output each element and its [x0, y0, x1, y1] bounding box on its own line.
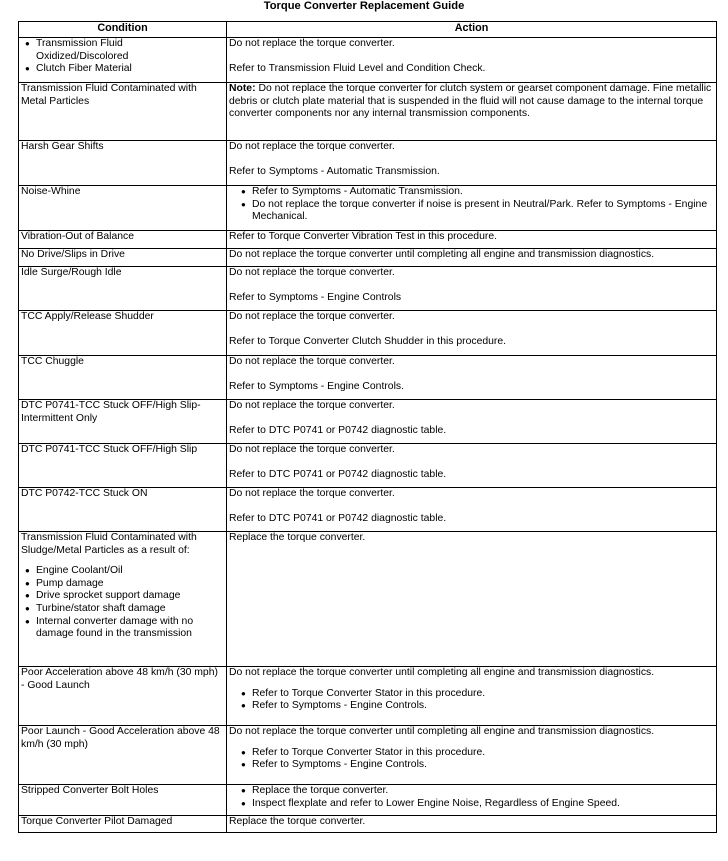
action-text: Refer to Symptoms - Engine Controls. — [229, 380, 404, 392]
action-text: Refer to Torque Converter Vibration Test in this procedure. — [229, 231, 497, 242]
action-text: Refer to DTC P0741 or P0742 diagnostic table. — [229, 424, 447, 436]
condition-cell — [19, 532, 227, 667]
condition-text: Poor Acceleration above 48 km/h (30 mph) - Good Launch — [21, 667, 218, 691]
list-item: ● Refer to Torque Converter Stator in this procedure. — [237, 688, 713, 701]
action-text: Refer to Symptoms - Automatic Transmission. — [229, 165, 440, 177]
condition-list — [21, 565, 223, 641]
action-text: Do not replace the torque converter. — [229, 267, 395, 278]
condition-text: Poor Launch - Good Acceleration above 48 km/h (30 mph) — [21, 726, 220, 750]
action-text: Refer to DTC P0741 or P0742 diagnostic table. — [229, 512, 447, 524]
condition-cell — [19, 667, 227, 726]
condition-cell — [19, 400, 227, 444]
note-text: Do not replace the torque converter for clutch system or gearset component damage. Fine metallic debris or clutch plate material that is suspended in the fluid will not cause damage to the internal torque converter components nor any internal transmission components. — [229, 83, 712, 120]
action-list — [229, 785, 713, 810]
condition-cell — [19, 83, 227, 141]
table-row — [19, 311, 717, 356]
action-text: Do not replace the torque converter. — [229, 311, 395, 322]
action-cell — [227, 267, 717, 311]
table-row — [19, 444, 717, 488]
action-cell — [227, 532, 717, 667]
note-label: Note: — [229, 83, 256, 94]
condition-text: TCC Chuggle — [21, 356, 84, 367]
replacement-guide-table — [18, 21, 717, 833]
action-cell — [227, 311, 717, 356]
action-text: Do not replace the torque converter until completing all engine and transmission diagnostics. — [229, 667, 655, 678]
action-list — [229, 186, 713, 224]
table-row — [19, 38, 717, 83]
condition-text: Stripped Converter Bolt Holes — [21, 785, 159, 796]
table-row — [19, 400, 717, 444]
table-row — [19, 141, 717, 186]
condition-text: DTC P0741-TCC Stuck OFF/High Slip — [21, 444, 198, 455]
list-item: ● Turbine/stator shaft damage — [21, 603, 223, 616]
list-item: ● Drive sprocket support damage — [21, 590, 223, 603]
condition-text: DTC P0741-TCC Stuck OFF/High Slip-Intermittent Only — [21, 400, 201, 424]
action-list — [229, 747, 713, 772]
list-item: ● Refer to Symptoms - Engine Controls. — [237, 700, 713, 713]
condition-text: Harsh Gear Shifts — [21, 141, 104, 152]
list-item: ● Replace the torque converter. — [237, 785, 713, 798]
condition-cell — [19, 726, 227, 785]
condition-text: Noise-Whine — [21, 186, 81, 197]
condition-text: No Drive/Slips in Drive — [21, 249, 125, 260]
table-row — [19, 532, 717, 667]
action-cell — [227, 488, 717, 532]
table-row — [19, 186, 717, 231]
action-text: Do not replace the torque converter until completing all engine and transmission diagnostics. — [229, 249, 655, 260]
list-item: ● Internal converter damage with no damage found in the transmission — [21, 616, 223, 641]
table-header-row — [19, 22, 717, 38]
table-row — [19, 785, 717, 816]
table-row — [19, 726, 717, 785]
table-row — [19, 83, 717, 141]
condition-text: Torque Converter Pilot Damaged — [21, 816, 173, 827]
condition-cell — [19, 785, 227, 816]
action-text: Do not replace the torque converter. — [229, 356, 395, 367]
action-text: Do not replace the torque converter. — [229, 400, 395, 411]
action-cell — [227, 726, 717, 785]
list-item: ● Pump damage — [21, 578, 223, 591]
condition-cell — [19, 444, 227, 488]
action-cell — [227, 356, 717, 400]
list-item: ● Refer to Torque Converter Stator in this procedure. — [237, 747, 713, 760]
condition-cell — [19, 267, 227, 311]
condition-cell — [19, 488, 227, 532]
condition-cell — [19, 816, 227, 833]
action-text: Do not replace the torque converter. — [229, 488, 395, 499]
action-text: Do not replace the torque converter. — [229, 38, 395, 49]
condition-text: Vibration-Out of Balance — [21, 231, 135, 242]
table-row — [19, 356, 717, 400]
action-text: Do not replace the torque converter. — [229, 444, 395, 455]
action-text: Refer to Torque Converter Clutch Shudder in this procedure. — [229, 335, 507, 347]
action-text: Refer to Symptoms - Engine Controls — [229, 291, 402, 303]
condition-list — [21, 38, 223, 76]
action-note — [229, 83, 713, 121]
action-column-header: Action — [227, 22, 717, 38]
condition-cell — [19, 249, 227, 267]
condition-text: Transmission Fluid Contaminated with Metal Particles — [21, 83, 197, 107]
action-text: Replace the torque converter. — [229, 816, 366, 827]
list-item: ● Engine Coolant/Oil — [21, 565, 223, 578]
list-item: ● Refer to Symptoms - Automatic Transmission. — [237, 186, 713, 199]
list-item: ● Transmission Fluid Oxidized/Discolored — [21, 38, 223, 63]
action-text: Do not replace the torque converter until completing all engine and transmission diagnostics. — [229, 726, 655, 737]
table-row — [19, 667, 717, 726]
table-row — [19, 488, 717, 532]
table-row — [19, 249, 717, 267]
list-item: ● Do not replace the torque converter if noise is present in Neutral/Park. Refer to Symptoms - Engine Mechanical. — [237, 199, 713, 224]
action-text: Refer to DTC P0741 or P0742 diagnostic table. — [229, 468, 447, 480]
table-row — [19, 816, 717, 833]
action-cell — [227, 141, 717, 186]
action-cell — [227, 249, 717, 267]
list-item: ● Clutch Fiber Material — [21, 63, 223, 76]
action-cell — [227, 785, 717, 816]
action-cell — [227, 83, 717, 141]
action-list — [229, 688, 713, 713]
table-row — [19, 267, 717, 311]
action-text: Do not replace the torque converter. — [229, 141, 395, 152]
page-title: Torque Converter Replacement Guide — [263, 0, 465, 12]
list-item: ● Refer to Symptoms - Engine Controls. — [237, 759, 713, 772]
condition-cell — [19, 38, 227, 83]
action-text: Refer to Transmission Fluid Level and Condition Check. — [229, 62, 486, 74]
action-cell — [227, 186, 717, 231]
action-text: Replace the torque converter. — [229, 532, 366, 543]
action-cell — [227, 38, 717, 83]
list-item: ● Inspect flexplate and refer to Lower Engine Noise, Regardless of Engine Speed. — [237, 798, 713, 811]
condition-cell — [19, 141, 227, 186]
action-cell — [227, 816, 717, 833]
condition-cell — [19, 356, 227, 400]
condition-text: Transmission Fluid Contaminated with Sludge/Metal Particles as a result of: — [21, 532, 197, 556]
action-cell — [227, 444, 717, 488]
table-row — [19, 231, 717, 249]
condition-cell — [19, 311, 227, 356]
action-cell — [227, 231, 717, 249]
condition-cell — [19, 186, 227, 231]
condition-text: TCC Apply/Release Shudder — [21, 311, 154, 322]
condition-column-header: Condition — [19, 22, 227, 38]
condition-text: Idle Surge/Rough Idle — [21, 267, 122, 278]
action-cell — [227, 667, 717, 726]
condition-cell — [19, 231, 227, 249]
action-cell — [227, 400, 717, 444]
condition-text: DTC P0742-TCC Stuck ON — [21, 488, 148, 499]
